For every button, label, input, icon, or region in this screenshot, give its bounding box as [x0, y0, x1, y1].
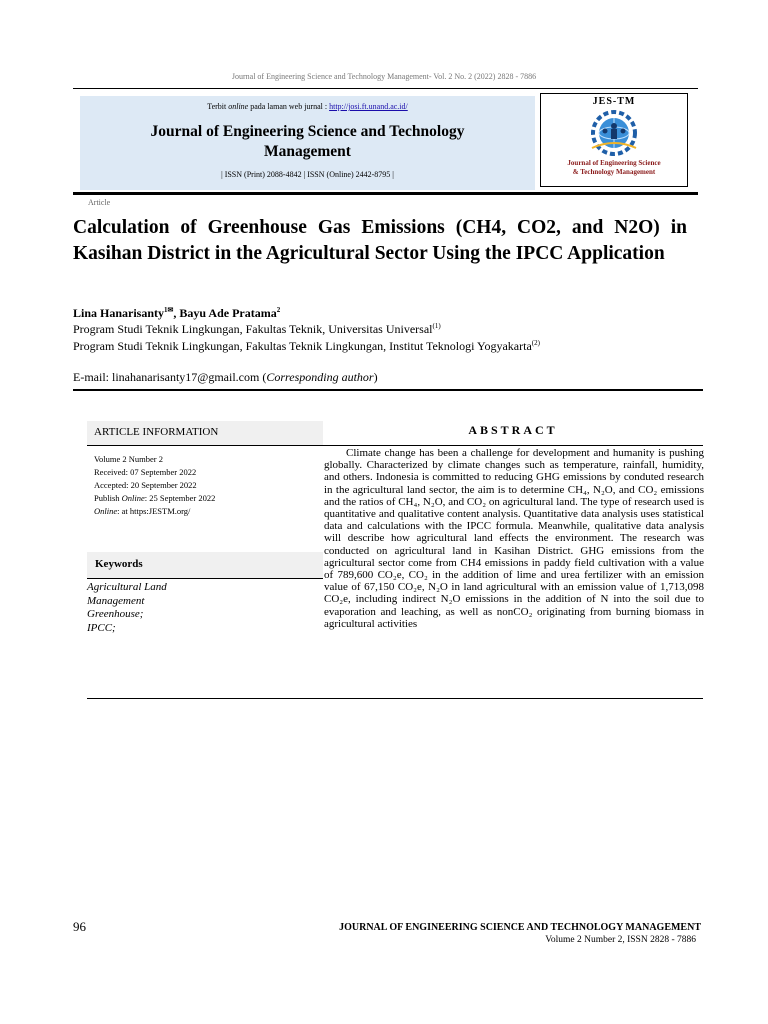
paper-title: Calculation of Greenhouse Gas Emissions (CH4, CO2, and N2O) in Kasihan District in the Agricultural Sector Using the IPCC Application: [73, 217, 687, 264]
publish-date: Publish Online: 25 September 2022: [94, 493, 216, 503]
logo-title: JES-TM: [592, 96, 636, 107]
keyword-list: [87, 581, 167, 635]
journal-banner: [80, 96, 535, 190]
journal-logo: [540, 93, 688, 187]
gear-globe-icon: [584, 108, 644, 158]
author-list: Lina Hanarisanty$^{1✉}$, Bayu Ade Pratama$^2$: [73, 306, 281, 320]
article-info-details: [94, 453, 215, 518]
front-matter-divider: [73, 389, 703, 391]
running-header: Journal of Engineering Science and Technology Management- Vol. 2 No. 2 (2022) 2828 - 7886: [231, 72, 537, 81]
abstract-bottom-divider: [87, 698, 703, 699]
article-type-label: Article: [88, 198, 111, 207]
keyword-item: IPCC;: [87, 621, 116, 634]
corresponding-email: E-mail: linahanarisanty17@gmail.com (Corresponding author): [73, 370, 378, 384]
keywords-header: Keywords: [87, 552, 323, 579]
keyword-item: Greenhouse;: [87, 608, 144, 620]
page-number: 96: [73, 919, 86, 934]
abstract-heading: ABSTRACT: [468, 423, 558, 437]
volume-line: Volume 2 Number 2: [94, 454, 164, 464]
journal-title: Journal of Engineering Science and Technology Management: [150, 123, 465, 160]
title-divider: [73, 192, 698, 195]
abstract-divider: [323, 445, 703, 446]
issn-line: | ISSN (Print) 2088-4842 | ISSN (Online) 2442-8795 |: [221, 170, 394, 179]
online-link-line: Online: at https:JESTM.org/: [94, 506, 191, 516]
keyword-item: Agricultural Land: [87, 581, 167, 593]
journal-website-link[interactable]: http://josi.ft.unand.ac.id/: [329, 102, 408, 111]
author-name: Bayu Ade Pratama: [179, 306, 277, 320]
header-divider: [73, 88, 698, 89]
affiliation-1: Program Studi Teknik Lingkungan, Fakultas Teknik, Universitas Universal$^{(1)}$: [73, 322, 441, 336]
footer-journal-name: JOURNAL OF ENGINEERING SCIENCE AND TECHNOLOGY MANAGEMENT: [339, 922, 701, 933]
abstract-body: Climate change has been a challenge for development and humanity is pushing globally. Characterized by climate changes such as temperature, rainfall, humidity, and others. Indonesia is committed to reducing GHG emissions by conduted research in the agricultural land sector, the aim is to determine CH₄, N₂O, and CO₂ emissions and the ratios of CH₄, N₂O, and CO₂ on agricultural land. The type of research used is quantitative and qualitative content analysis. Quantitative data analysis uses statistical data and calculations with the IPCC formula. Meanwhile, qualitative data analysis will describe how agricultural land effects the environment. The research was conducted on agricultural land in Kasihan District. GHG emissions from the agricultural sector come from CH4 emissions in paddy field cultivation with a value of 789,600 CO₂e, CO₂ in the addition of lime and urea fertilizer with an emission value of 67,150 CO₂e, N₂O in land agricultural with an emission value of 1,713,098 CO₂e, including indirect N₂O emissions in the addition of N into the soil due to evaporation and leaching, as well as nonCO₂ originating from burning biomass in agricultural activities: [324, 447, 704, 630]
keyword-item: Management: [87, 594, 145, 607]
logo-caption: Journal of Engineering Science & Technology Management: [567, 159, 661, 176]
author-name: Lina Hanarisanty: [73, 306, 165, 320]
received-date: Received: 07 September 2022: [94, 467, 197, 477]
footer-issue-line: Volume 2 Number 2, ISSN 2828 - 7886: [545, 935, 696, 945]
accepted-date: Accepted: 20 September 2022: [94, 480, 197, 490]
article-info-header: ARTICLE INFORMATION: [87, 421, 323, 446]
published-online-note: Terbit online pada laman web jurnal : http://josi.ft.unand.ac.id/: [207, 102, 408, 111]
affiliation-2: Program Studi Teknik Lingkungan, Fakultas Teknik Lingkungan, Institut Teknologi Yogyakarta$^{(2)}$: [73, 339, 540, 353]
